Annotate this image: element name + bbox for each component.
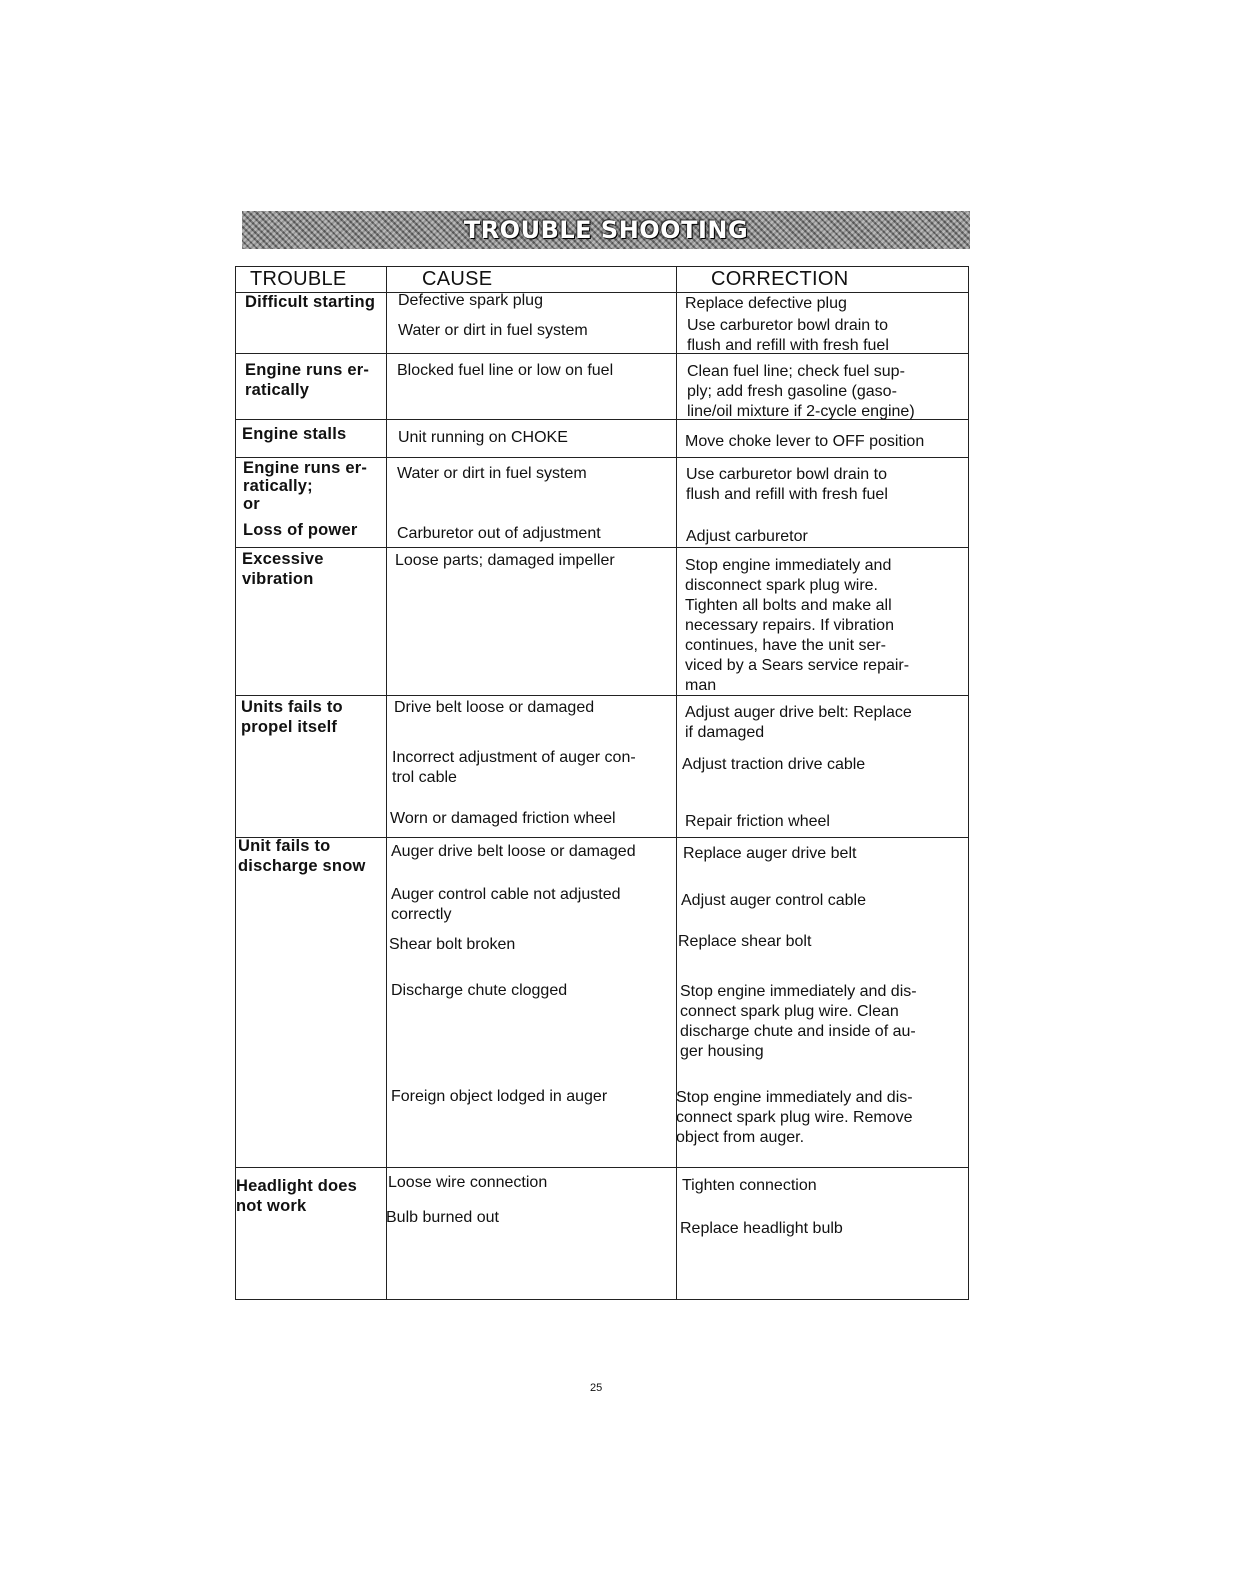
correction-cell: Replace shear bolt (678, 933, 812, 950)
trouble-cell-secondary: Loss of power (243, 521, 358, 539)
cause-cell: Loose wire connection (388, 1174, 548, 1191)
cause-cell: Auger control cable not adjusted correctly (391, 886, 621, 923)
correction-cell: Repair friction wheel (685, 813, 830, 830)
cause-cell: Carburetor out of adjustment (397, 525, 601, 542)
page-number: 25 (590, 1382, 603, 1394)
cause-cell: Unit running on CHOKE (398, 429, 568, 446)
trouble-cell: Excessive vibration (242, 550, 324, 588)
cause-cell: Foreign object lodged in auger (391, 1088, 608, 1105)
correction-cell: Adjust auger control cable (681, 892, 866, 909)
correction-cell: Replace defective plug (685, 295, 847, 312)
correction-cell: Stop engine immediately and dis- connect spark plug wire. Remove object from auger. (676, 1089, 913, 1146)
cause-cell: Bulb burned out (386, 1209, 499, 1226)
correction-cell: Stop engine immediately and disconnect spark plug wire. Tighten all bolts and make all necessary repairs. If vibration continues, have the unit ser- viced by a Sears service repair- man (685, 557, 910, 694)
correction-cell: Use carburetor bowl drain to flush and refill with fresh fuel (687, 317, 889, 354)
correction-cell: Adjust auger drive belt: Replace if damaged (685, 704, 912, 741)
row-divider (236, 1167, 968, 1168)
correction-cell: Adjust carburetor (686, 528, 808, 545)
cause-cell: Drive belt loose or damaged (394, 699, 595, 716)
cause-cell: Loose parts; damaged impeller (395, 552, 615, 569)
correction-cell: Move choke lever to OFF position (685, 433, 925, 450)
correction-cell: Clean fuel line; check fuel sup- ply; add fresh gasoline (gaso- line/oil mixture if 2-cycle engine) (687, 363, 915, 420)
header-cause: CAUSE (422, 268, 493, 290)
table-header (236, 267, 968, 293)
correction-cell: Replace headlight bulb (680, 1220, 843, 1237)
cause-cell: Blocked fuel line or low on fuel (397, 362, 614, 379)
correction-cell: Stop engine immediately and dis- connect spark plug wire. Clean discharge chute and inside of au- ger housing (680, 983, 917, 1060)
header-correction: CORRECTION (711, 268, 849, 290)
correction-cell: Replace auger drive belt (683, 845, 857, 862)
correction-cell: Adjust traction drive cable (682, 756, 866, 773)
trouble-cell: Engine stalls (242, 425, 347, 443)
header-trouble: TROUBLE (250, 268, 347, 290)
trouble-cell: Difficult starting (245, 293, 376, 311)
trouble-cell: Unit fails to discharge snow (238, 837, 366, 875)
trouble-cell: Units fails to propel itself (241, 698, 343, 736)
cause-cell: Water or dirt in fuel system (397, 465, 587, 482)
cause-cell: Auger drive belt loose or damaged (391, 843, 636, 860)
trouble-cell: Engine runs er- ratically (245, 361, 370, 399)
cause-cell: Defective spark plug (398, 292, 543, 309)
troubleshooting-table (235, 266, 969, 1300)
trouble-cell: Engine runs er- ratically; or (243, 459, 368, 513)
row-divider (236, 457, 968, 458)
title-banner (242, 211, 970, 249)
page-title: TROUBLE SHOOTING (463, 216, 749, 244)
cause-cell: Incorrect adjustment of auger con- trol cable (392, 749, 636, 786)
row-divider (236, 547, 968, 548)
cause-cell: Shear bolt broken (389, 936, 516, 953)
trouble-cell: Headlight does not work (236, 1177, 358, 1215)
cause-cell: Water or dirt in fuel system (398, 322, 588, 339)
correction-cell: Use carburetor bowl drain to flush and refill with fresh fuel (686, 466, 888, 503)
cause-cell: Discharge chute clogged (391, 982, 568, 999)
column-divider (386, 267, 387, 1299)
correction-cell: Tighten connection (682, 1177, 817, 1194)
cause-cell: Worn or damaged friction wheel (390, 810, 616, 827)
